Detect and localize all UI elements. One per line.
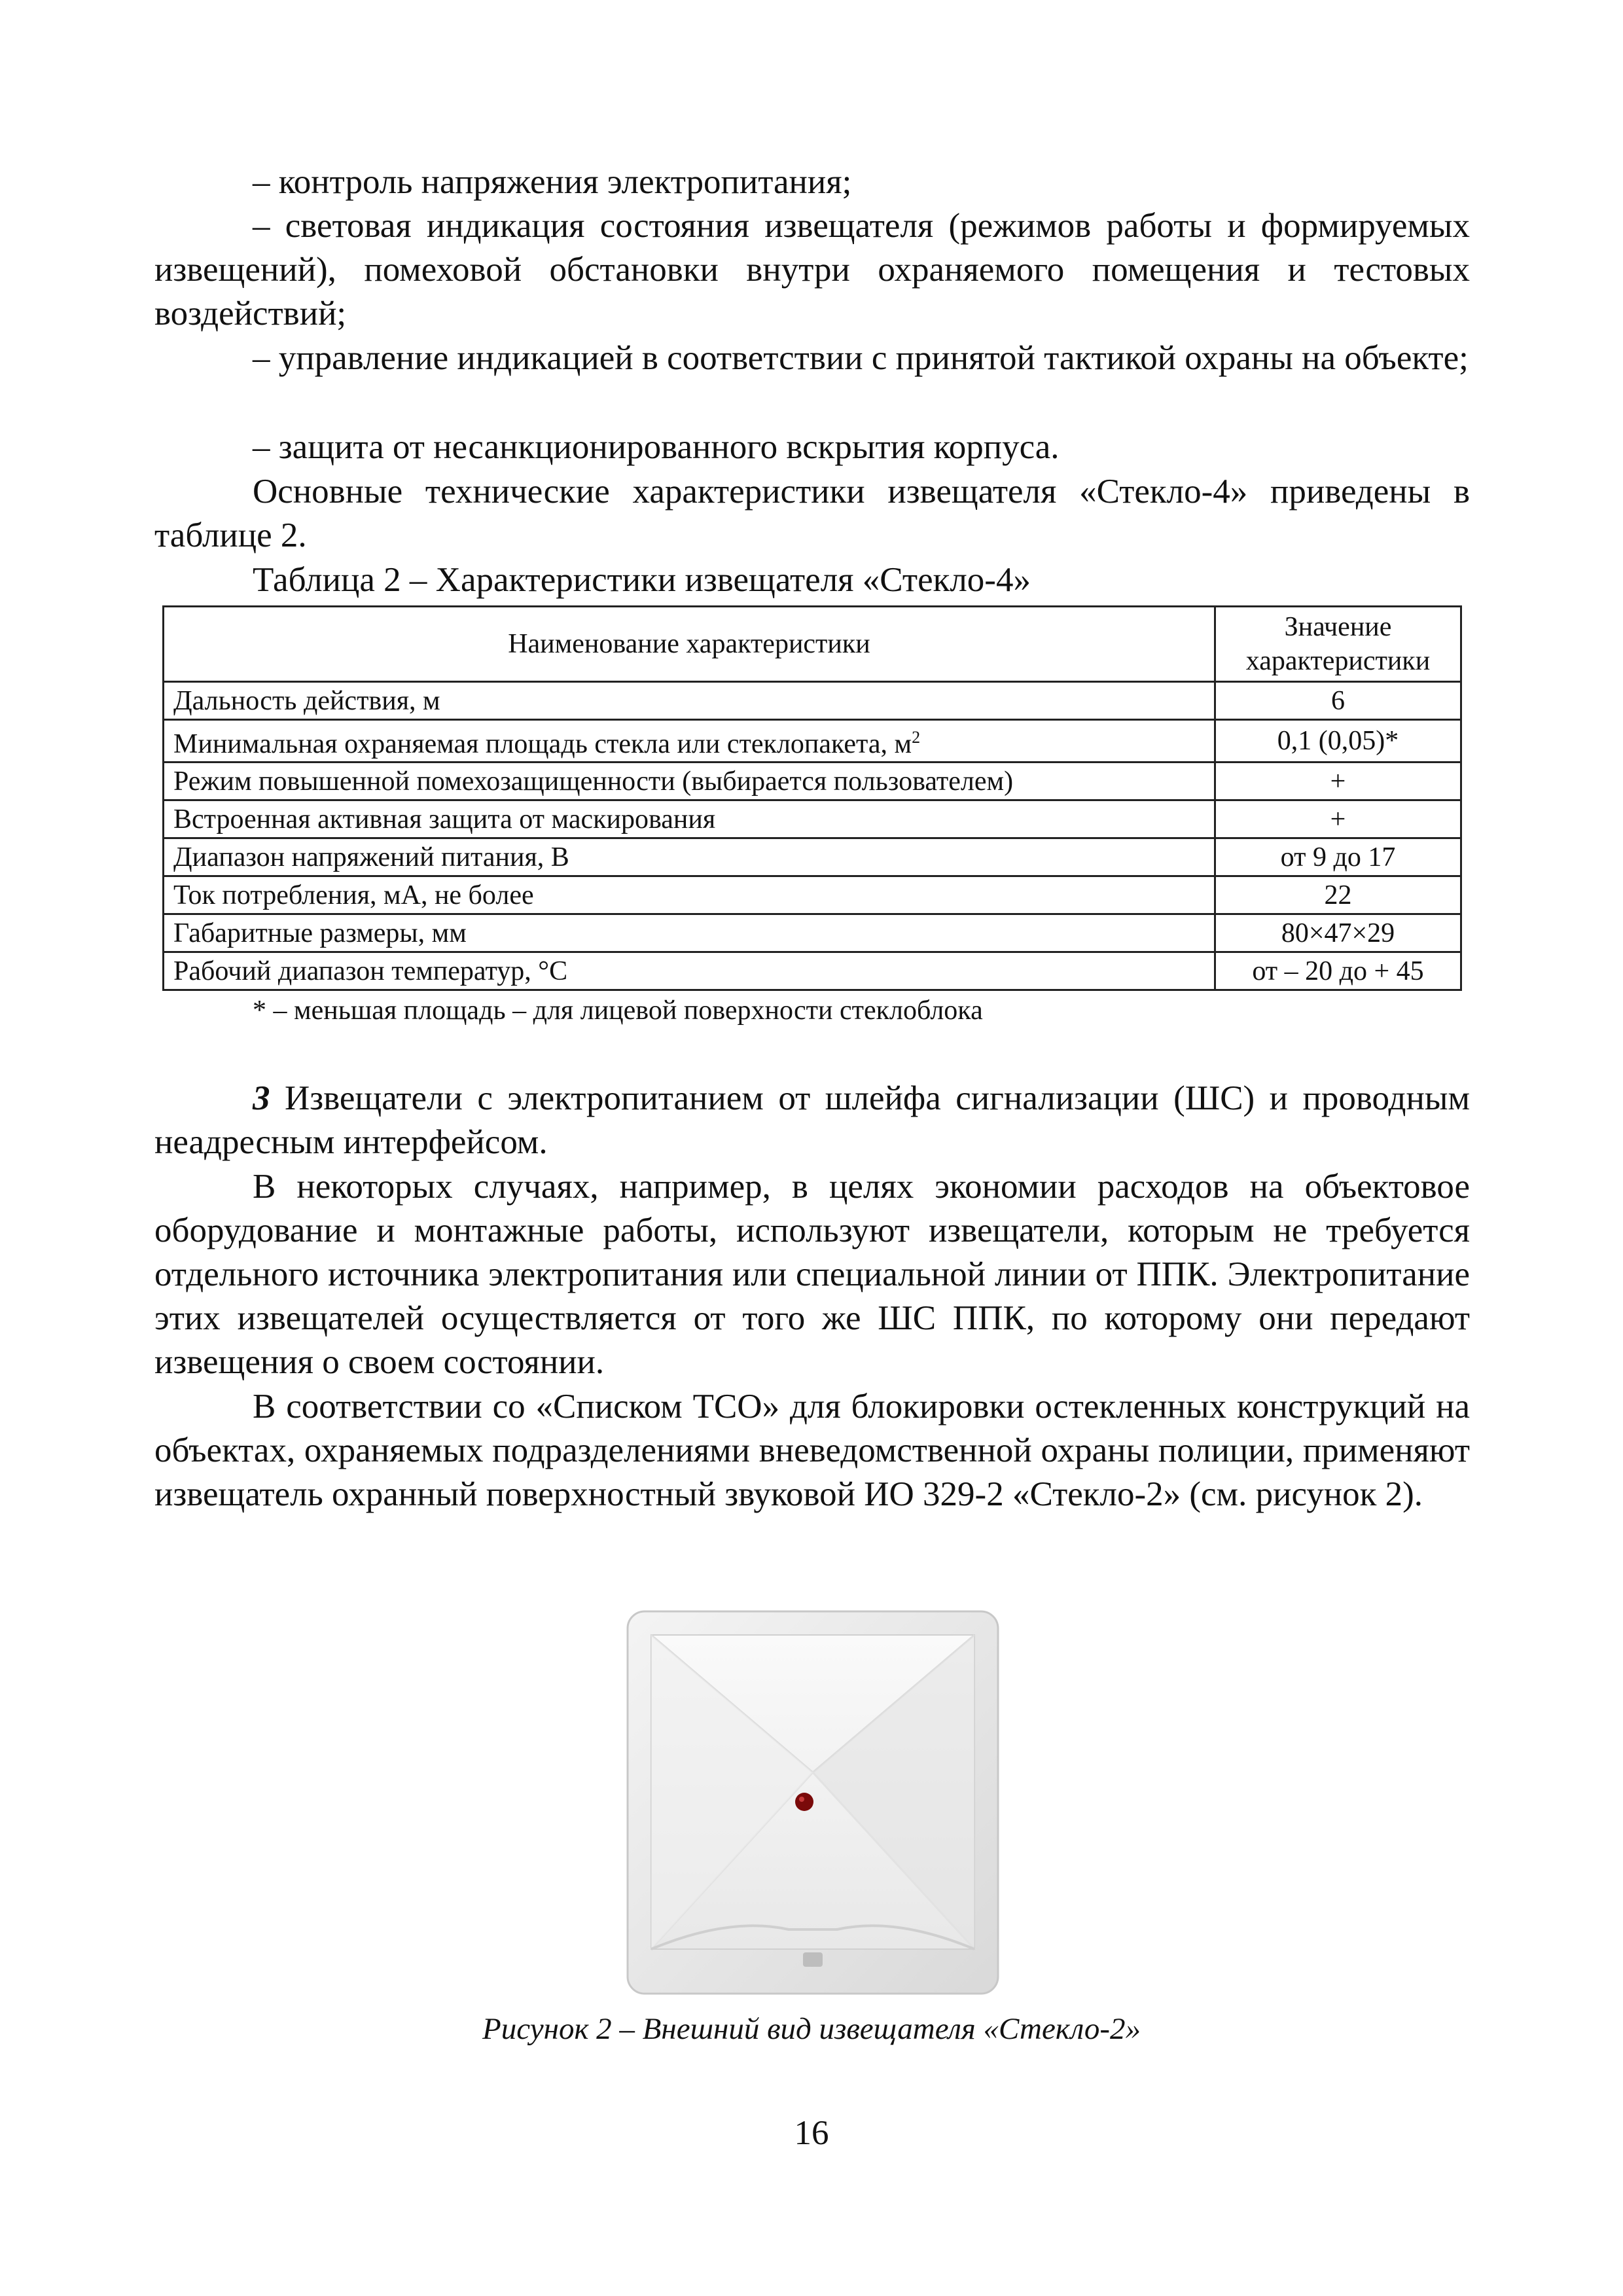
table-cell-value: + [1215, 800, 1461, 838]
table-header-row [164, 607, 1461, 682]
superscript-2: 2 [912, 728, 921, 747]
list-item-light-indication: – световая индикация состояния извещателя (режимов работы и формируемых извещений), помеховой обстановки внутри охраняемого помещения и тестовых воздействий; [154, 207, 1470, 332]
table-header-name: Наименование характеристики [164, 607, 1215, 682]
table-header-value: Значение характеристики [1215, 607, 1461, 682]
section-number: 3 [253, 1079, 270, 1117]
page-number: 16 [794, 2114, 829, 2152]
table-row [164, 838, 1461, 876]
led-indicator-icon [795, 1793, 813, 1811]
table-cell-name: Дальность действия, м [164, 682, 1215, 720]
table-cell-value: от 9 до 17 [1215, 838, 1461, 876]
table-cell-name [164, 720, 1215, 762]
table-cell-name: Рабочий диапазон температур, °С [164, 952, 1215, 990]
table-cell-value: + [1215, 762, 1461, 800]
paragraph-table-intro: Основные технические характеристики извещателя «Стекло-4» приведены в таблице 2. [154, 473, 1470, 554]
list-item-tamper-protection: – защита от несанкционированного вскрытия корпуса. [253, 428, 1060, 466]
figure-caption: Рисунок 2 – Внешний вид извещателя «Стекло-2» [482, 2012, 1141, 2046]
table-row [164, 952, 1461, 990]
paragraph-power-from-loop: В некоторых случаях, например, в целях экономии расходов на объектовое оборудование и монтажные работы, используют извещатели, которым не требуется отдельного источника электропитания или специальной линии от ППК. Электропитание этих извещателей осуществляется от того же ШС ППК, по которому они передают извещения о своем состоянии. [154, 1168, 1470, 1381]
table-caption: Таблица 2 – Характеристики извещателя «Стекло-4» [253, 561, 1031, 599]
section-3-heading [154, 1077, 1470, 1164]
table-cell-name-text: Минимальная охраняемая площадь стекла или стеклопакета, м [173, 729, 912, 759]
table-cell-value: 22 [1215, 876, 1461, 914]
characteristics-table [162, 605, 1462, 991]
list-item-indication-control: – управление индикацией в соответствии с принятой тактикой охраны на объекте; [253, 339, 1469, 377]
steklo-2-detector-photo [625, 1609, 1001, 1996]
table-cell-name: Ток потребления, мА, не более [164, 876, 1215, 914]
paragraph-tso-list: В соответствии со «Списком ТСО» для блокировки остекленных конструкций на объектах, охраняемых подразделениями вневедомственной охраны полиции, применяют извещатель охранный поверхностный звуковой ИО 329-2 «Стекло-2» (см. рисунок 2). [154, 1388, 1470, 1513]
table-cell-name: Встроенная активная защита от маскирования [164, 800, 1215, 838]
table-row [164, 762, 1461, 800]
table-footnote: * – меньшая площадь – для лицевой поверхности стеклоблока [253, 996, 983, 1026]
table-cell-value: от – 20 до + 45 [1215, 952, 1461, 990]
table-cell-value: 6 [1215, 682, 1461, 720]
table-cell-name: Режим повышенной помехозащищенности (выбирается пользователем) [164, 762, 1215, 800]
table-cell-value: 80×47×29 [1215, 914, 1461, 952]
table-row [164, 914, 1461, 952]
table-row [164, 876, 1461, 914]
table-row [164, 682, 1461, 720]
table-row [164, 800, 1461, 838]
table-cell-name: Габаритные размеры, мм [164, 914, 1215, 952]
list-item-voltage-control: – контроль напряжения электропитания; [253, 163, 852, 201]
section-3-heading-text: Извещатели с электропитанием от шлейфа сигнализации (ШС) и проводным неадресным интерфейсом. [154, 1079, 1470, 1161]
table-row [164, 720, 1461, 762]
table-cell-value: 0,1 (0,05)* [1215, 720, 1461, 762]
table-cell-name: Диапазон напряжений питания, В [164, 838, 1215, 876]
